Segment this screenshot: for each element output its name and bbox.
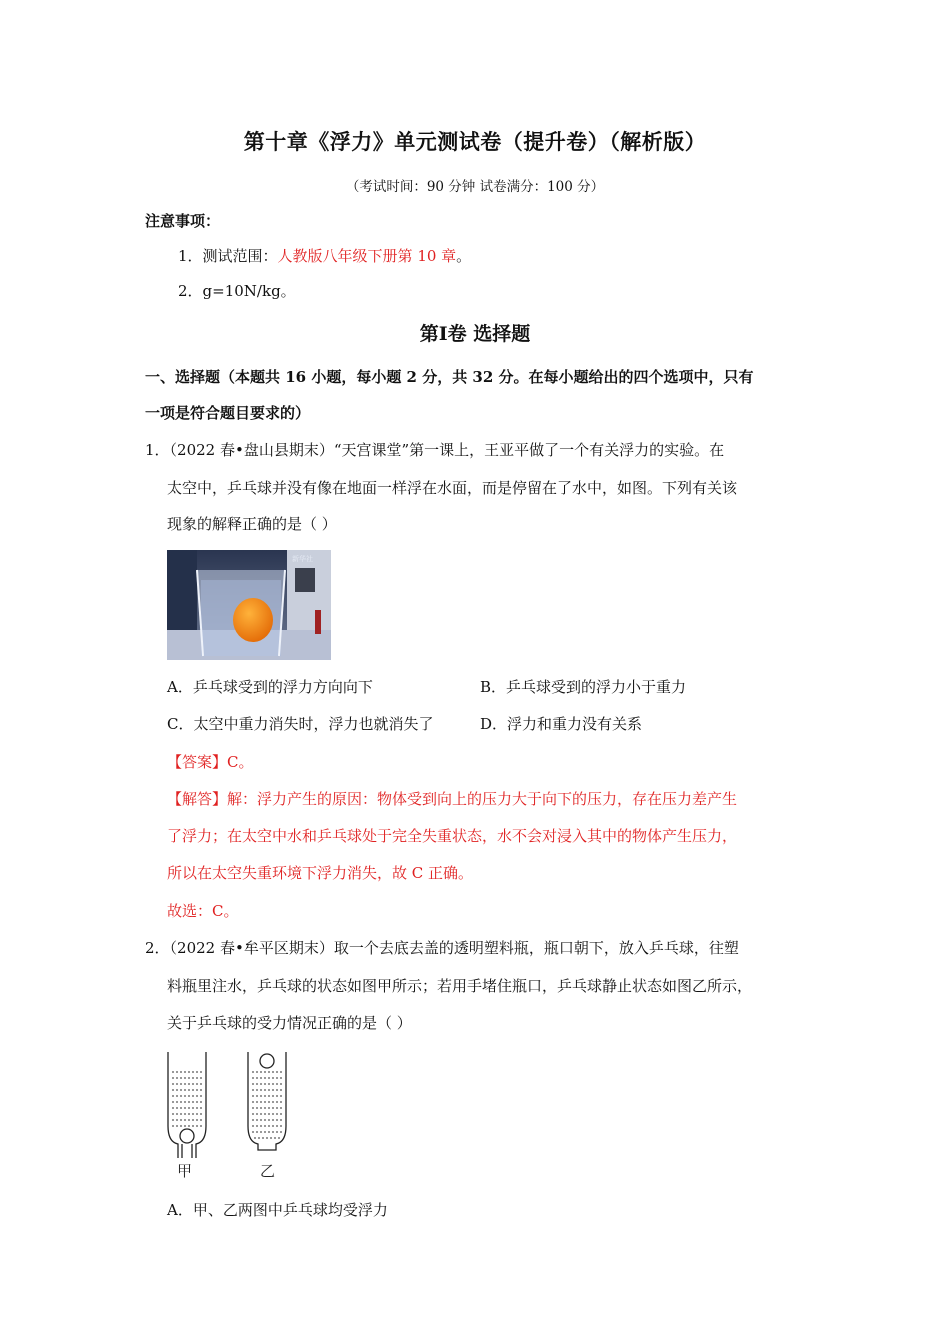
document-subtitle: （考试时间：90 分钟 试卷满分：100 分）: [345, 179, 605, 195]
q2-stem-line3: 关于乒乓球的受力情况正确的是（ ）: [167, 1014, 412, 1032]
notice-item-2: 2．g=10N/kg。: [178, 282, 296, 300]
q1-option-d: D．浮力和重力没有关系: [480, 715, 643, 733]
q2-stem-line2: 料瓶里注水，乒乓球的状态如图甲所示；若用手堵住瓶口，乒乓球静止状态如图乙所示，: [167, 977, 753, 995]
q1-answer: 【答案】C。: [167, 753, 254, 771]
water-lines-yi: [252, 1072, 282, 1138]
q1-stem-line3: 现象的解释正确的是（ ）: [167, 515, 337, 533]
ball-jia: [180, 1129, 194, 1143]
q1-experiment-photo: [167, 550, 331, 660]
q1-stem-line2: 太空中，乒乓球并没有像在地面一样浮在水面，而是停留在了水中，如图。下列有关该: [167, 479, 738, 497]
q1-option-a: A．乒乓球受到的浮力方向向下: [167, 678, 373, 696]
q2-stem-line1: 2．（2022 春•牟平区期末）取一个去底去盖的透明塑料瓶，瓶口朝下，放入乒乓球，往塑: [145, 939, 739, 957]
q1-option-c: C．太空中重力消失时，浮力也就消失了: [167, 715, 434, 733]
document-title: 第十章《浮力》单元测试卷（提升卷）（解析版）: [243, 129, 707, 154]
q1-photo-illustration: [167, 550, 331, 660]
q2-option-a: A．甲、乙两图中乒乓球均受浮力: [167, 1201, 388, 1219]
q1-choice: 故选：C。: [167, 902, 239, 920]
q1-explanation-line2: 了浮力；在太空中水和乒乓球处于完全失重状态，水不会对浸入其中的物体产生压力，: [167, 827, 738, 845]
ball-yi: [260, 1054, 274, 1068]
section-title: 第Ⅰ卷 选择题: [419, 323, 531, 345]
q2-bottle-diagram: [160, 1048, 300, 1183]
q2-diagram-illustration: [160, 1048, 300, 1183]
notice-item-1-scope: 人教版八年级下册第 10 章: [277, 247, 457, 265]
q1-stem-line1: 1．（2022 春•盘山县期末）“天宫课堂”第一课上，王亚平做了一个有关浮力的实验。在: [145, 441, 725, 459]
label-yi: 乙: [260, 1162, 276, 1180]
ping-pong-ball: [233, 598, 273, 642]
notice-item-1-suffix: 。: [456, 247, 472, 265]
part1-instructions-line2: 一项是符合题目要求的）: [145, 404, 311, 422]
notice-heading: 注意事项：: [145, 212, 221, 230]
q1-photo-caption: 新华社: [292, 555, 313, 563]
part1-instructions-line1: 一、选择题（本题共 16 小题，每小题 2 分，共 32 分。在每小题给出的四个选项中，只有: [145, 368, 754, 386]
label-jia: 甲: [177, 1162, 193, 1180]
q1-explanation-line3: 所以在太空失重环境下浮力消失，故 C 正确。: [167, 864, 474, 882]
notice-item-1: [178, 246, 471, 266]
q1-option-b: B．乒乓球受到的浮力小于重力: [480, 678, 687, 696]
notice-item-1-prefix: 1．测试范围：: [178, 247, 278, 265]
q1-explanation-line1: 【解答】解：浮力产生的原因：物体受到向上的压力大于向下的压力，存在压力差产生: [167, 790, 738, 808]
water-lines-jia: [172, 1072, 202, 1126]
